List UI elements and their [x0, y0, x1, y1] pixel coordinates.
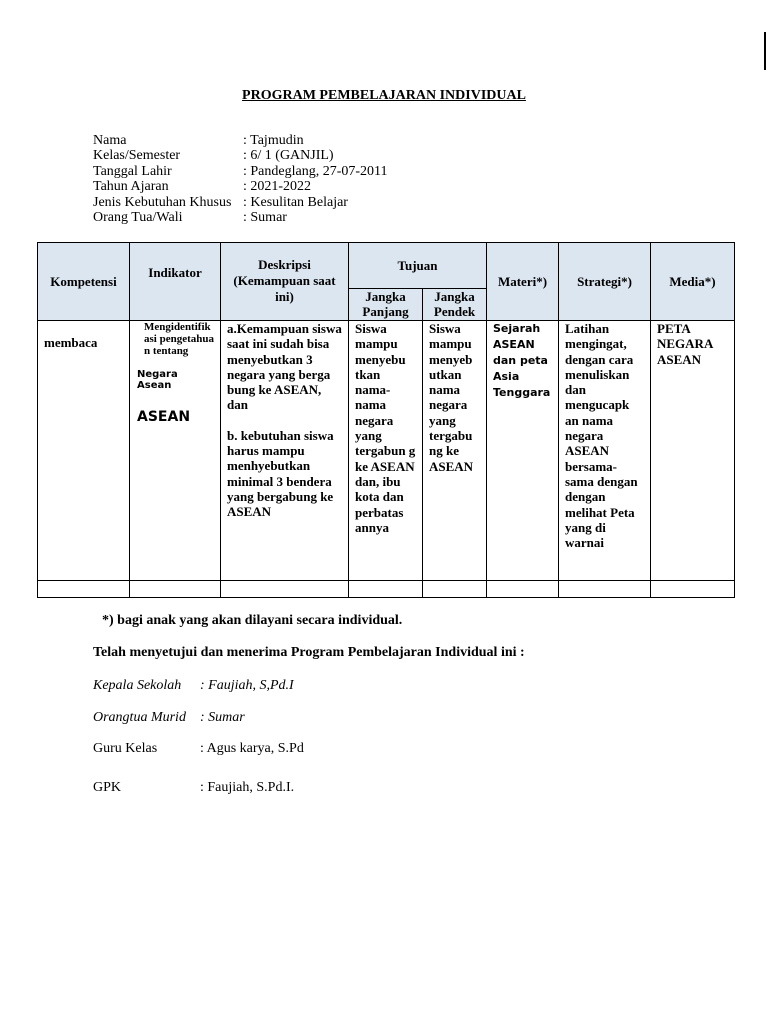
deskripsi-a: a.Kemampuan siswa saat ini sudah bisa menyebutkan 3 negara yang berga bung ke ASEAN, dan [227, 321, 342, 413]
student-info [93, 133, 388, 225]
info-label: Nama [93, 133, 127, 148]
empty-cell [559, 581, 651, 598]
header-strategi: Strategi*) [559, 243, 651, 321]
empty-cell [487, 581, 559, 598]
signatory-kepala-sekolah [93, 678, 294, 694]
info-row-orang-tua [93, 210, 388, 225]
header-indikator: Indikator [130, 243, 221, 321]
header-materi: Materi*) [487, 243, 559, 321]
signatory-label: GPK [93, 780, 122, 795]
cell-strategi: Latihan mengingat, dengan cara menuliskan dan mengucapk an nama negara ASEAN bersama- sama dengan dengan melihat Peta yang di warnai [559, 321, 651, 581]
empty-cell [349, 581, 423, 598]
signatory-label: Guru Kelas [93, 741, 158, 756]
program-table [37, 242, 735, 598]
info-label: Tanggal Lahir [93, 163, 172, 179]
indikator-asean: ASEAN [137, 409, 191, 425]
signatory-value: : Sumar [200, 710, 245, 725]
info-label: Tahun Ajaran [93, 179, 169, 195]
empty-cell [651, 581, 735, 598]
footnote: *) bagi anak yang akan dilayani secara individual. [102, 613, 403, 628]
kompetensi-text: membaca [44, 335, 98, 350]
empty-cell [130, 581, 221, 598]
indikator-text: Mengidentifikasi pengetahuan tentang [144, 321, 214, 357]
info-row-tanggal-lahir [93, 164, 388, 179]
empty-cell [221, 581, 349, 598]
signatory-value: : Faujiah, S.Pd.I. [200, 780, 295, 795]
cell-jangka-panjang: Siswa mampu menyebu tkan nama- nama negara yang tergabun g ke ASEAN dan, ibu kota dan perbatas annya [349, 321, 423, 581]
info-label: Jenis Kebutuhan Khusus [93, 194, 232, 210]
info-value: : Tajmudin [243, 133, 304, 148]
cell-materi: Sejarah ASEAN dan peta Asia Tenggara [487, 321, 559, 581]
info-label: Kelas/Semester [93, 148, 181, 164]
cell-media: PETA NEGARA ASEAN [651, 321, 735, 581]
empty-cell [423, 581, 487, 598]
info-row-kebutuhan-khusus [93, 195, 388, 210]
deskripsi-b: b. kebutuhan siswa harus mampu menhyebutkan minimal 3 bendera yang bergabung ke ASEAN [227, 427, 334, 520]
signatory-guru-kelas [93, 741, 304, 757]
document-title: PROGRAM PEMBELAJARAN INDIVIDUAL [242, 88, 526, 103]
info-label: Orang Tua/Wali [93, 210, 183, 226]
indikator-negara-asean: Negara Asean [137, 369, 178, 391]
info-row-kelas [93, 148, 388, 163]
signatory-value: : Agus karya, S.Pd [200, 741, 304, 756]
header-jangka-pendek: Jangka Pendek [423, 289, 487, 321]
signatory-value: : Faujiah, S,Pd.I [200, 678, 294, 693]
info-value: : Kesulitan Belajar [243, 194, 348, 210]
agreement-statement: Telah menyetujui dan menerima Program Pembelajaran Individual ini : [93, 645, 525, 660]
info-value: : Sumar [243, 210, 287, 226]
header-jangka-panjang: Jangka Panjang [349, 289, 423, 321]
signatory-gpk [93, 780, 294, 796]
signatory-label: Orangtua Murid [93, 710, 186, 725]
info-value: : Pandeglang, 27-07-2011 [243, 163, 388, 179]
header-media: Media*) [651, 243, 735, 321]
empty-cell [38, 581, 130, 598]
header-deskripsi: Deskripsi (Kemampuan saat ini) [221, 243, 349, 321]
signatory-orangtua [93, 710, 245, 726]
info-value: : 6/ 1 (GANJIL) [243, 148, 334, 164]
info-value: : 2021-2022 [243, 179, 312, 195]
signatory-label: Kepala Sekolah [93, 678, 182, 693]
cell-kompetensi [38, 321, 130, 581]
header-kompetensi: Kompetensi [38, 243, 130, 321]
cell-indikator [130, 321, 221, 581]
header-tujuan: Tujuan [349, 243, 487, 289]
info-row-tahun-ajaran [93, 179, 388, 194]
cell-jangka-pendek: Siswa mampu menyeb utkan nama negara yang tergabu ng ke ASEAN [423, 321, 487, 581]
page-edge-marker [764, 32, 768, 70]
info-row-nama [93, 133, 388, 148]
cell-deskripsi [221, 321, 349, 581]
